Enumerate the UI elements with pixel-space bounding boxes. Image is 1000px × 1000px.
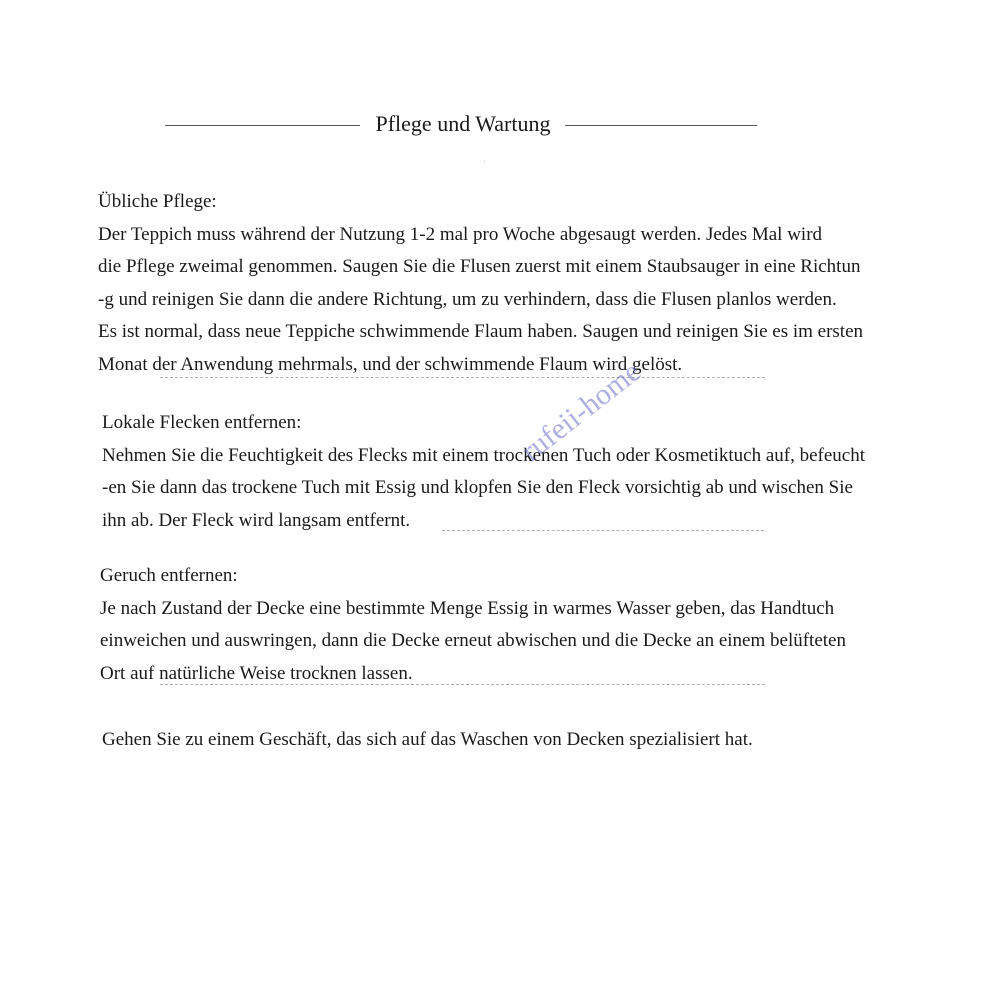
paragraph-line: -g und reinigen Sie dann die andere Richtung, um zu verhindern, dass die Flusen planlos werden.	[98, 288, 837, 310]
section-heading: Lokale Flecken entfernen:	[102, 412, 302, 433]
page-title: Pflege und Wartung	[375, 111, 551, 136]
section-local-stains	[102, 407, 865, 537]
section-heading: Geruch entfernen:	[100, 565, 238, 586]
section-usual-care	[98, 186, 863, 381]
title-rule-right	[565, 125, 757, 126]
paragraph-line: einweichen und auswringen, dann die Decke erneut abwischen und die Decke an einem belüfteten	[100, 630, 846, 651]
dashed-divider	[442, 530, 764, 531]
section-shop	[102, 724, 753, 757]
paragraph-line: Gehen Sie zu einem Geschäft, das sich auf das Waschen von Decken spezialisiert hat.	[102, 729, 753, 750]
decorative-dot	[484, 161, 485, 162]
paragraph-line: Ort auf natürliche Weise trocknen lassen.	[100, 662, 413, 684]
paragraph-line: Nehmen Sie die Feuchtigkeit des Flecks mit einem trockenen Tuch oder Kosmetiktuch auf, befeucht	[102, 444, 865, 466]
paragraph-line: die Pflege zweimal genommen. Saugen Sie die Flusen zuerst mit einem Staubsauger in eine Richtun	[98, 256, 861, 277]
title-rule-left	[165, 125, 360, 126]
paragraph-line: ihn ab. Der Fleck wird langsam entfernt.	[102, 509, 411, 531]
section-heading: Übliche Pflege:	[98, 191, 217, 212]
section-odor	[100, 560, 846, 690]
paragraph-line: -en Sie dann das trockene Tuch mit Essig und klopfen Sie den Fleck vorsichtig ab und wischen Sie	[102, 477, 853, 498]
title-block	[165, 108, 757, 144]
paragraph-line: Der Teppich muss während der Nutzung 1-2 mal pro Woche abgesaugt werden. Jedes Mal wird	[98, 223, 823, 245]
paragraph-line: Es ist normal, dass neue Teppiche schwimmende Flaum haben. Saugen und reinigen Sie es im ersten	[98, 321, 864, 342]
dashed-divider	[160, 377, 765, 378]
paragraph-line: Monat der Anwendung mehrmals, und der schwimmende Flaum wird gelöst.	[98, 353, 683, 375]
dashed-divider	[160, 684, 765, 685]
paragraph-line: Je nach Zustand der Decke eine bestimmte Menge Essig in warmes Wasser geben, das Handtuch	[100, 597, 835, 619]
watermark: rufeii-home	[515, 354, 647, 469]
